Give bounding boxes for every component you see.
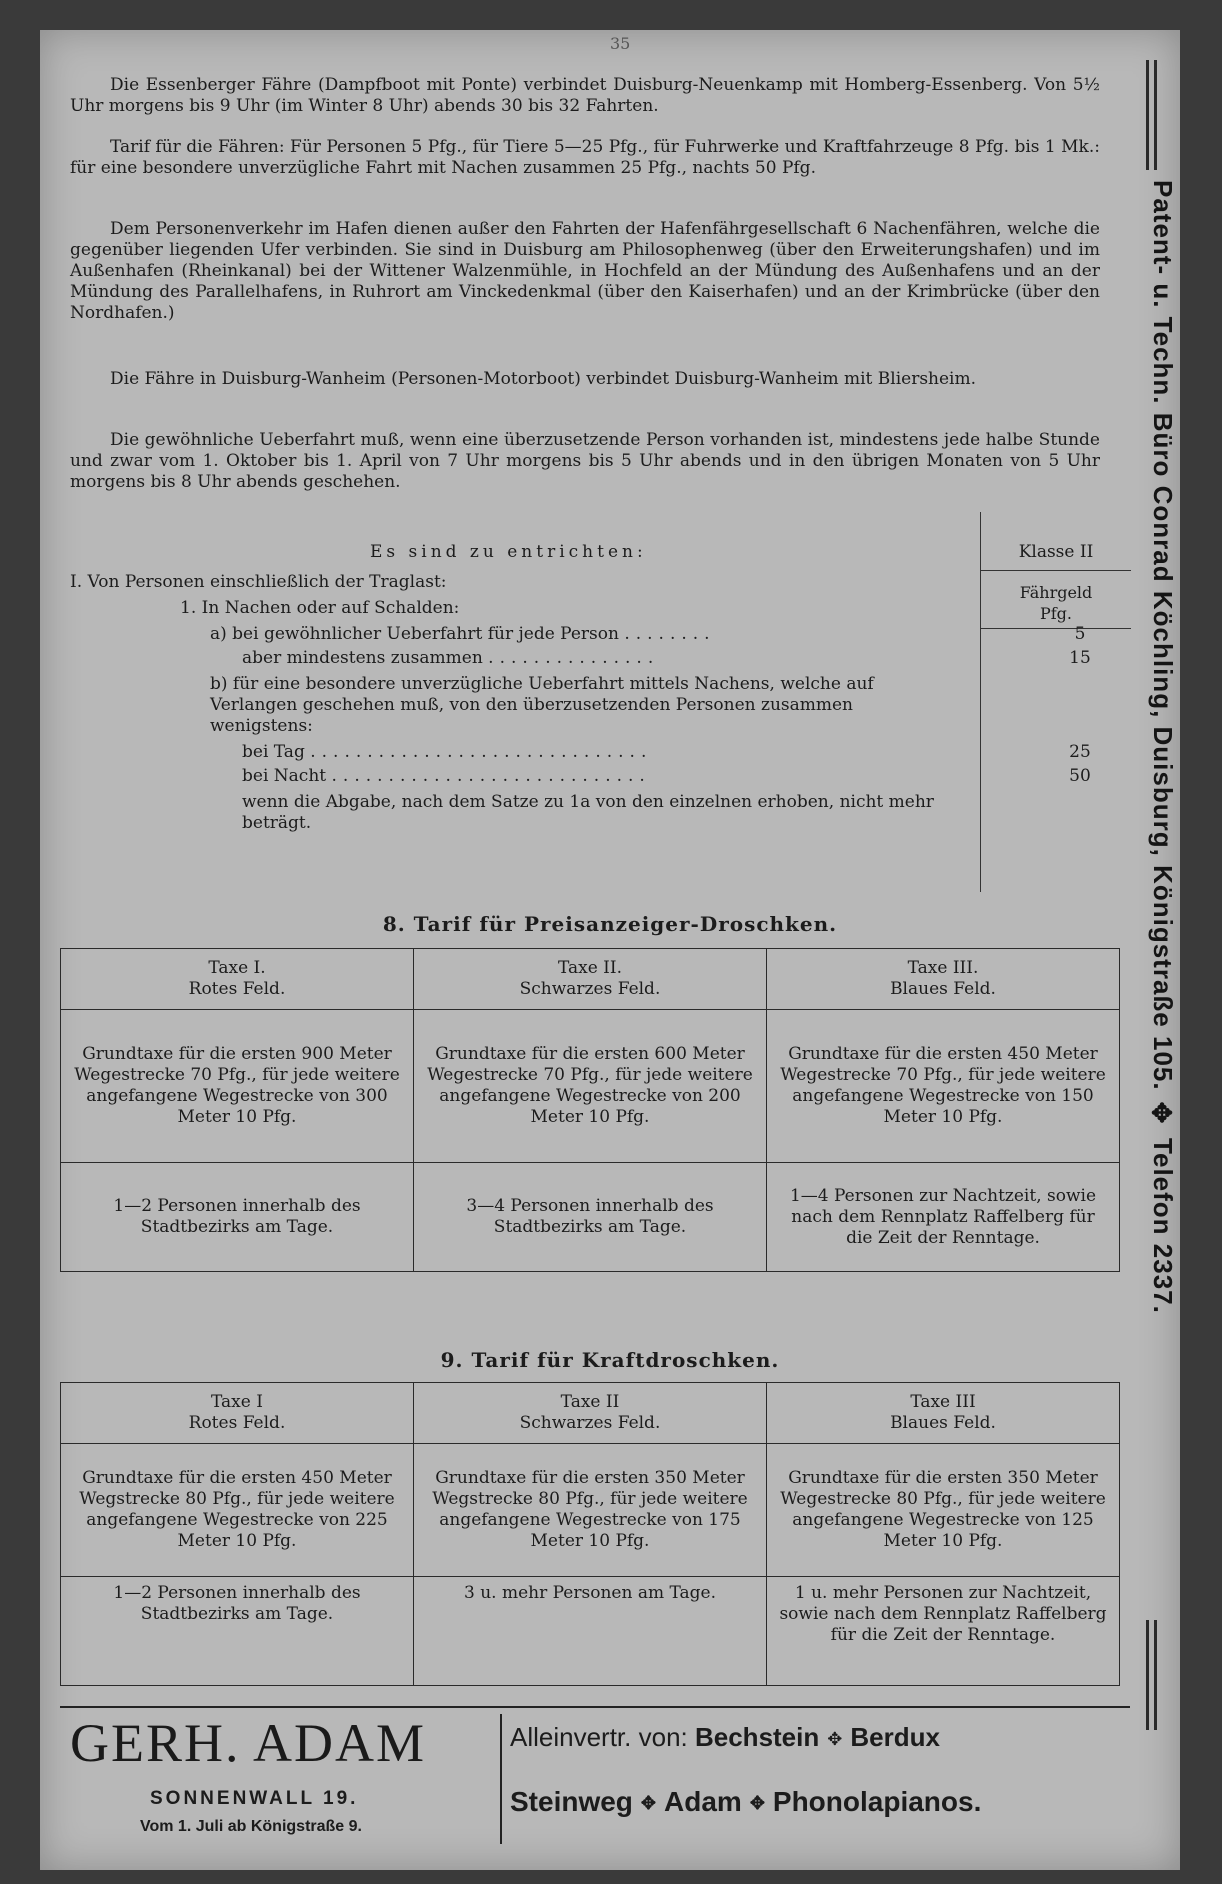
table-cell: Taxe II. Schwarzes Feld. — [414, 949, 767, 1010]
table-cell: Grundtaxe für die ersten 350 Meter Wegestrecke 80 Pfg., für jede weitere angefangene Wegestrecke von 125 Meter 10 Pfg. — [767, 1444, 1120, 1577]
ad-company-name: GERH. ADAM — [70, 1713, 427, 1773]
paragraph-nachenfaehren: Dem Personenverkehr im Hafen dienen außer den Fahrten der Hafenfährgesellschaft 6 Nachenfähren, welche die gegenüber liegenden Ufer verbinden. Sie sind in Duisburg am Philosophenweg (über den Erweiterungshafen) und im Außenhafen (Rheinkanal) bei der Wittener Walzenmühle, in Hochfeld an der Mündung des Außenhafens und an der Mündung des Parallelhafens, in Ruhrort am Vinckedenkmal (über den Kaiserhafen) und an der Krimbrücke (über den Nordhafen.) — [70, 219, 1100, 323]
table-cell: Taxe II Schwarzes Feld. — [414, 1383, 767, 1444]
table-cell: Grundtaxe für die ersten 900 Meter Wegestrecke 70 Pfg., für jede weitere angefangene Wegestrecke von 300 Meter 10 Pfg. — [61, 1010, 414, 1163]
divider — [1154, 60, 1157, 170]
fee-line-a: a) bei gewöhnlicher Ueberfahrt für jede Person ........ — [210, 624, 716, 644]
table-cell: Grundtaxe für die ersten 350 Meter Wegstrecke 80 Pfg., für jede weitere angefangene Wegestrecke von 175 Meter 10 Pfg. — [414, 1444, 767, 1577]
ad-address: SONNENWALL 19. — [150, 1788, 359, 1809]
divider — [1146, 1620, 1149, 1730]
table-cell: Taxe I. Rotes Feld. — [61, 949, 414, 1010]
fee-column — [980, 512, 1131, 892]
divider — [1146, 60, 1149, 170]
paragraph-ueberfahrt: Die gewöhnliche Ueberfahrt muß, wenn eine überzusetzende Person vorhanden ist, mindestens jede halbe Stunde und zwar vom 1. Oktober bis 1. April von 7 Uhr morgens bis 5 Uhr abends und in den übrigen Monaten von 5 Uhr morgens bis 8 Uhr abends geschehen. — [70, 430, 1100, 492]
fee-line-b-night: bei Nacht ............................ — [242, 766, 651, 786]
section9-title: 9. Tarif für Kraftdroschken. — [440, 1348, 780, 1372]
table-cell: 1—2 Personen innerhalb des Stadtbezirks am Tage. — [61, 1163, 414, 1272]
fee-value-a-sub: 15 — [1069, 648, 1091, 668]
paragraph-essenberg: Die Essenberger Fähre (Dampfboot mit Ponte) verbindet Duisburg-Neuenkamp mit Homberg-Essenberg. Von 5½ Uhr morgens bis 9 Uhr (im Winter 8 Uhr) abends 30 bis 32 Fahrten. — [70, 75, 1100, 116]
fee-line-b-note: wenn die Abgabe, nach dem Satze zu 1a von den einzelnen erhoben, nicht mehr beträgt. — [242, 792, 934, 833]
table-row — [61, 1010, 1120, 1163]
table-row — [61, 1383, 1120, 1444]
fee-line-b: b) für eine besondere unverzügliche Ueberfahrt mittels Nachens, welche auf Verlangen geschehen muß, von den überzusetzenden Personen zusammen wenigstens: — [210, 674, 874, 736]
page — [40, 30, 1180, 1870]
section8-title: 8. Tarif für Preisanzeiger-Droschken. — [382, 912, 838, 936]
fee-line-a-sub: aber mindestens zusammen ............... — [242, 648, 660, 668]
faehrgeld-label: Fährgeld Pfg. — [981, 582, 1131, 629]
table-cell: 1—4 Personen zur Nachtzeit, sowie nach dem Rennplatz Raffelberg für die Zeit der Renntage. — [767, 1163, 1120, 1272]
table-cell: 1—2 Personen innerhalb des Stadtbezirks am Tage. — [61, 1577, 414, 1686]
table-cell: Grundtaxe für die ersten 600 Meter Wegestrecke 70 Pfg., für jede weitere angefangene Wegestrecke von 200 Meter 10 Pfg. — [414, 1010, 767, 1163]
fee-line-b-day: bei Tag .............................. — [242, 742, 653, 762]
table-cell: Taxe I Rotes Feld. — [61, 1383, 414, 1444]
divider — [1154, 1620, 1157, 1730]
fee-value-night: 50 — [1069, 766, 1091, 786]
section9-table — [60, 1382, 1120, 1686]
klasse-label: Klasse II — [981, 542, 1131, 571]
fee-line-I: I. Von Personen einschließlich der Traglast: — [70, 572, 447, 592]
table-cell: 1 u. mehr Personen zur Nachtzeit, sowie nach dem Rennplatz Raffelberg für die Zeit der Renntage. — [767, 1577, 1120, 1686]
section8-table — [60, 948, 1120, 1272]
paragraph-wanheim: Die Fähre in Duisburg-Wanheim (Personen-Motorboot) verbindet Duisburg-Wanheim mit Bliersheim. — [110, 369, 977, 389]
ad-representation: Alleinvertr. von: Bechstein ✥ Berdux — [510, 1722, 940, 1752]
paragraph-tarif-faehren: Tarif für die Fähren: Für Personen 5 Pfg., für Tiere 5—25 Pfg., für Fuhrwerke und Kraftfahrzeuge 8 Pfg. bis 1 Mk.: für eine besondere unverzügliche Fahrt mit Nachen zusammen 25 Pfg., nachts 50 Pfg. — [70, 137, 1100, 178]
table-cell: 3 u. mehr Personen am Tage. — [414, 1577, 767, 1686]
table-row — [61, 1444, 1120, 1577]
table-cell: Taxe III Blaues Feld. — [767, 1383, 1120, 1444]
table-cell: Grundtaxe für die ersten 450 Meter Wegestrecke 70 Pfg., für jede weitere angefangene Wegestrecke von 150 Meter 10 Pfg. — [767, 1010, 1120, 1163]
ad-brands: Steinweg ✥ Adam ✥ Phonolapianos. — [510, 1786, 982, 1817]
fee-line-1: 1. In Nachen oder auf Schalden: — [180, 598, 460, 618]
fee-heading: Es sind zu entrichten: — [370, 542, 647, 562]
table-row — [61, 1577, 1120, 1686]
side-banner-text: Patent- u. Techn. Büro Conrad Köchling, Duisburg, Königstraße 105. ✥ Telefon 2337. — [1148, 180, 1178, 1314]
side-banner — [1140, 30, 1180, 1870]
table-cell: Grundtaxe für die ersten 450 Meter Wegstrecke 80 Pfg., für jede weitere angefangene Wegestrecke von 225 Meter 10 Pfg. — [61, 1444, 414, 1577]
table-row — [61, 1163, 1120, 1272]
fee-value-day: 25 — [1069, 742, 1091, 762]
fee-section — [70, 512, 1130, 892]
page-number: 35 — [610, 34, 631, 53]
table-cell: Taxe III. Blaues Feld. — [767, 949, 1120, 1010]
table-cell: 3—4 Personen innerhalb des Stadtbezirks am Tage. — [414, 1163, 767, 1272]
fee-value-a: 5 — [1074, 624, 1086, 644]
advertisement — [60, 1706, 1130, 1858]
table-row — [61, 949, 1120, 1010]
ad-divider — [500, 1714, 502, 1844]
ad-moved-note: Vom 1. Juli ab Königstraße 9. — [140, 1818, 362, 1835]
